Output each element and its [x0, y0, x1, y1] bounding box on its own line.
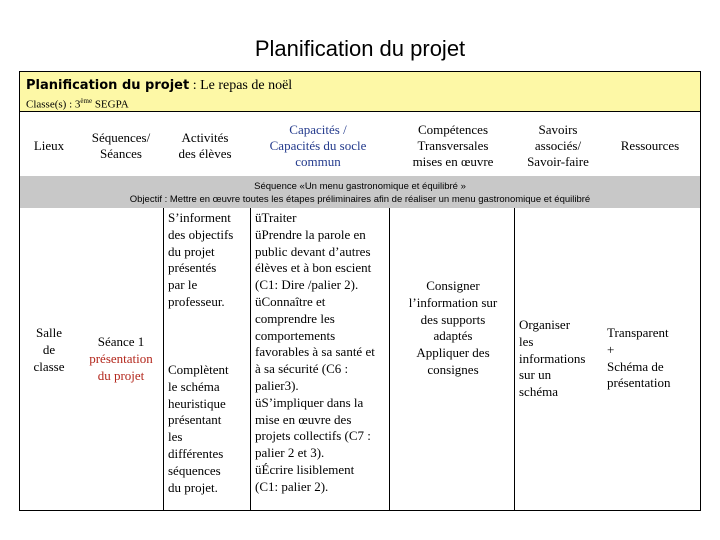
planning-table — [19, 71, 701, 511]
cell-line: Organiser — [519, 317, 571, 332]
col-header-text: Séances — [100, 146, 142, 161]
project-label: Planification du projet — [26, 78, 190, 93]
cell-line: Appliquer des — [416, 345, 490, 361]
col-header-lieux — [20, 118, 78, 174]
cell-line: üÉcrire lisiblement — [255, 461, 355, 477]
column-divider — [250, 208, 251, 510]
sequence-title: Séquence «Un menu gastronomique et équilibré » — [254, 181, 466, 192]
col-header-activites — [164, 118, 246, 174]
cell-line: public devant d’autres — [255, 243, 371, 259]
cell-line: comprendre les — [255, 310, 335, 326]
cell-line: présentation — [89, 350, 153, 366]
sequence-objective: Objectif : Mettre en œuvre toutes les étapes préliminaires afin de réaliser un menu gastronomique et équilibré — [129, 194, 591, 205]
cell-line: le schéma — [168, 378, 220, 394]
col-header-text: Ressources — [620, 138, 680, 153]
column-divider — [163, 208, 164, 510]
cell-line: du projet. — [168, 479, 218, 495]
col-header-savoirs — [516, 118, 600, 174]
cell-line: différentes — [168, 445, 224, 461]
col-header-text: Savoirs — [538, 122, 578, 137]
col-header-ressources — [600, 118, 700, 174]
project-header — [20, 72, 700, 112]
col-header-text: des élèves — [178, 146, 232, 161]
cell-line: üConnaître et — [255, 293, 326, 309]
column-divider — [514, 208, 515, 510]
cell-line: Transparent — [607, 325, 669, 340]
cell-line: Complètent — [168, 362, 229, 377]
cell-activites-top — [168, 210, 248, 311]
cell-line: séquences — [168, 462, 221, 478]
cell-line: les — [168, 429, 183, 445]
cell-lieux — [24, 325, 74, 375]
cell-line: élèves et à bon escient — [255, 260, 372, 276]
col-header-sequences — [78, 118, 164, 174]
class-suffix: SEGPA — [92, 98, 129, 111]
cell-ressources — [607, 325, 697, 392]
col-header-text: Capacités du socle — [269, 138, 367, 153]
cell-line: comportements — [255, 327, 336, 343]
cell-line: projets collectifs (C7 : — [255, 428, 371, 444]
col-header-text: associés/ — [534, 138, 582, 153]
cell-line: heuristique — [168, 395, 226, 411]
cell-line: (C1: palier 2). — [255, 478, 329, 494]
column-divider — [389, 208, 390, 510]
col-header-text: Transversales — [417, 138, 489, 153]
cell-line: üTraiter — [255, 210, 297, 225]
cell-line: des objectifs — [168, 226, 234, 242]
cell-line: adaptés — [433, 328, 473, 344]
cell-savoirs — [519, 317, 599, 401]
cell-line: à sa sécurité (C6 : — [255, 361, 349, 377]
cell-line: classe — [33, 358, 65, 374]
cell-line: consignes — [427, 361, 479, 377]
col-header-capacites — [246, 118, 390, 174]
cell-line: du projet — [168, 243, 215, 259]
cell-line: favorables à sa santé et — [255, 344, 375, 360]
project-subject: : Le repas de noël — [189, 78, 293, 93]
cell-line: présentant — [168, 412, 222, 428]
cell-line: informations — [519, 350, 586, 366]
cell-line: Schéma de — [607, 358, 664, 374]
cell-line: (C1: Dire /palier 2). — [255, 277, 359, 293]
cell-line: par le — [168, 277, 198, 293]
sequence-band — [20, 176, 700, 208]
col-header-text: Activités — [181, 130, 229, 145]
cell-line: Salle — [36, 325, 62, 340]
cell-capacites — [255, 210, 389, 496]
col-header-text: Savoir-faire — [527, 154, 589, 169]
cell-line: l’information sur — [408, 294, 498, 310]
cell-line: Séance 1 — [97, 334, 145, 349]
class-prefix: Classe(s) : 3 — [26, 98, 81, 111]
cell-line: üPrendre la parole en — [255, 226, 366, 242]
cell-line: schéma — [519, 384, 558, 400]
page-title: Planification du projet — [254, 36, 466, 61]
cell-competences — [392, 278, 514, 379]
class-line — [26, 97, 129, 111]
cell-line: S’informent — [168, 210, 231, 225]
col-header-text: Capacités / — [289, 122, 347, 137]
cell-line: des supports — [420, 311, 486, 327]
cell-seance — [80, 334, 162, 384]
cell-line: üS’impliquer dans la — [255, 394, 364, 410]
col-header-competences — [390, 118, 516, 174]
col-header-text: commun — [295, 154, 341, 169]
project-title-line — [26, 78, 292, 94]
cell-line: palier3). — [255, 377, 299, 393]
cell-line: palier 2 et 3). — [255, 445, 325, 461]
cell-line: les — [519, 333, 534, 349]
cell-line: présentés — [168, 260, 217, 276]
cell-activites-bottom — [168, 362, 248, 496]
cell-line: du projet — [97, 367, 145, 383]
col-header-text: Lieux — [33, 138, 65, 153]
cell-line: sur un — [519, 367, 552, 383]
cell-line: de — [42, 341, 56, 357]
col-header-text: Séquences/ — [91, 130, 151, 145]
cell-line: Consigner — [426, 278, 480, 293]
cell-line: présentation — [607, 375, 671, 391]
col-header-text: Compétences — [417, 122, 489, 137]
cell-line: mise en œuvre des — [255, 411, 352, 427]
cell-line: + — [607, 341, 615, 357]
col-header-text: mises en œuvre — [412, 154, 494, 169]
cell-line: professeur. — [168, 293, 225, 309]
class-sup: ème — [80, 97, 93, 105]
